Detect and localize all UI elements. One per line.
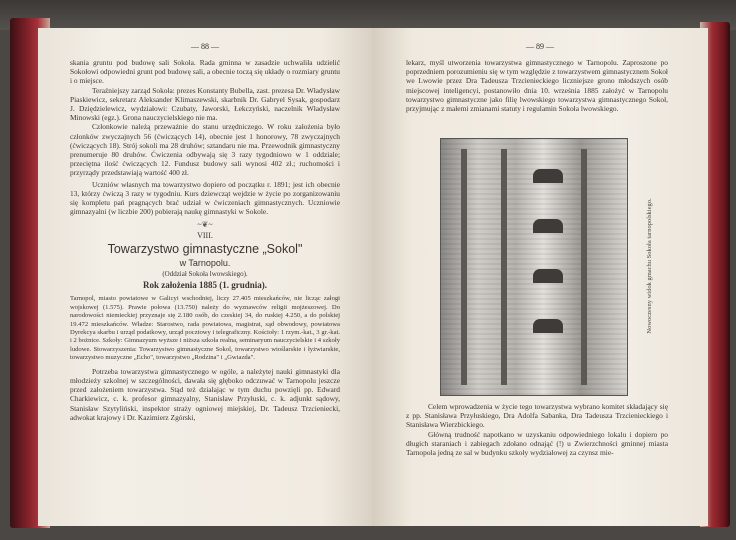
page-number: — 89 — xyxy=(526,42,554,51)
town-description: Tarnopol, miasto powiatowe w Galicyi wschodniej, liczy 27.405 mieszkańców, nie licząc załogi wojskowej (1.575). Prawie połowa (13.750) należy do wyznawców religii mojżeszowej. Do narodowości niemieckiej przyznaje się 2.180 osób, do czeskiej 34, do ruskiej 4.250, a do polskiej 19.472 mieszkańców. Władze: Starostwo, rada powiatowa, magistrat, sąd obwodowy, powiatowa Dyrekcya skarbu i urząd podatkowy, urząd pocztowy i telegraficzny. Kościoły: 1 rzym.-kat., 3 gr.-kat. i 2 bożnice. Szkoły: Gimnazyum wyższe i niższa szkoła realna, seminaryum nauczycielskie i 4 szkoły ludowe. Stowarzyszenia: Towarzystwo gimnastyczne Sokol, towarzystwo wioślarskie i łyżwiarskie, towarzystwo muzyczne „Echo", towarzystwo „Rodzina" i „Gwiazda". xyxy=(70,295,340,362)
paragraph: skania gruntu pod budowę sali Sokoła. Rada gminna w zasadzie uchwaliła udzielić Sokołowi odpowiedni grunt pod budowę sali, a obecnie toczą się układy o rozmiary gruntu i o miejsce. xyxy=(70,58,340,86)
paragraph: Główną trudność napotkano w uzyskaniu odpowiedniego lokalu i dopiero po długich staraniach i zabiegach zdołano odnająć (!) u Zwierzchności gminnej miasta Tarnopola jedną ze sal w budynku szkoły wydziałowej za czynsz mie- xyxy=(406,429,668,458)
page-number: — 88 — xyxy=(191,42,219,51)
photo-window xyxy=(533,319,563,333)
left-page xyxy=(38,28,372,526)
ornament: ~❦~ xyxy=(197,220,213,230)
photo-caption: Nowoczesny widok gmachu Sokoła tarnopolskiego. xyxy=(646,198,653,334)
body-text-bottom xyxy=(70,367,340,422)
photo-column xyxy=(501,149,507,385)
left-page-column xyxy=(70,58,340,422)
photo-column xyxy=(581,149,587,385)
paragraph: Uczniów własnych ma towarzystwo dopiero od początku r. 1891; jest ich obecnie 13, którzy ćwiczą 3 razy w tygodniu. Kurs dziewcząt wejdzie w życie po zorganizowaniu się kompletu pań pragnących brać udział w ćwiczeniach gimnastycznych. Uczniowie gimnazyalni (w liczbie 200) pobierają naukę gimnastyki w Sokole. xyxy=(70,179,340,217)
photo-column xyxy=(461,149,467,385)
body-text-bottom xyxy=(406,402,668,457)
section-number: VIII. xyxy=(197,231,213,241)
paragraph: lekarz, myśl utworzenia towarzystwa gimnastycznego w Tarnopolu. Zaproszone po poprzedniem porozumieniu się w tym względzie z towarzystwem gimnastycznem Sokoł we Lwowie przez Dra Tadeusza Trzcienieckiego liczniejsze grono młodszych osób miejscowej inteligencyi, postanowiło dnia 10. września 1885 założyć w Tarnopolu towarzystwo gimnastyczne jako filię lwowskiego towarzystwa gimnastycznego Sokoł, przyjmując z małemi zmianami statuty i regulamin Sokoła lwowskiego. xyxy=(406,58,668,114)
section-note: (Oddział Sokoła lwowskiego). xyxy=(162,270,248,279)
body-text-top xyxy=(406,58,668,113)
section-subtitle: w Tarnopolu. xyxy=(179,258,231,269)
photo-window xyxy=(533,169,563,183)
section-title: Towarzystwo gimnastyczne „Sokol" xyxy=(107,242,303,257)
right-page xyxy=(372,28,708,526)
photo-window xyxy=(533,269,563,283)
paragraph: Członkowie należą przeważnie do stanu urzędniczego. W roku założenia było członków zwyczajnych 56 (ćwiczących 14), obecnie jest 1 honorowy, 78 zwyczajnych (ćwiczących 18). Strój sokoli ma 28 druhów; sztandaru nie ma. Przewodnik gimnastyczny prenumeruje 80 druhów. Ćwiczenia odbywają się 3 razy tygodniowo w 1 oddziale; przeciętna ilość ćwiczących 12. Fundusz budowy sali wynosi 402 zł.; ruchomości i przyrządy przedstawiają wartość 400 zł. xyxy=(70,122,340,178)
body-text-top xyxy=(70,58,340,216)
table-background xyxy=(0,0,736,30)
paragraph: Potrzeba towarzystwa gimnastycznego w ogóle, a należytej nauki gimnastyki dla młodzieży szkolnej w szczególności, dawała się głęboko odczuwać w Tarnopolu jeszcze przed założeniem towarzystwa. Stąd też działając w tym duchu powzięli pp. Edward Charkiewicz, c. k. profesor gimnazyalny, Stanisław Przyłuski, c. k. adjunkt sądowy, Stanisław Szytyliński, inspektor straży ogniowej miejskiej, Dr. Tadeusz Trzcieniecki, adwokat krajowy i Dr. Kazimierz Zgórski, xyxy=(70,366,340,422)
paragraph: Celem wprowadzenia w życie tego towarzystwa wybrano komitet składający się z pp. Stanisława Przyłuskiego, Dra Adolfa Sabanka, Dra Tadeusza Trzcienieckiego i Stanisława Wierzbickiego. xyxy=(406,402,668,430)
paragraph: Teraźniejszy zarząd Sokoła: prezes Konstanty Bubella, zast. prezesa Dr. Władysław Piaskiewicz, sekretarz Aleksander Klimaszewski, skarbnik Dr. Gabryel Sysak, gospodarz J. Dziędzielewicz, wydziałowi: Czubaty, Jaworski, Łekczyński, naczelnik Władysław Minowski (egz.). Grona nauczycielskiego nie ma. xyxy=(70,85,340,123)
building-photo xyxy=(440,138,628,396)
founding-date: Rok założenia 1885 (1. grudnia). xyxy=(142,280,267,291)
photo-window xyxy=(533,219,563,233)
